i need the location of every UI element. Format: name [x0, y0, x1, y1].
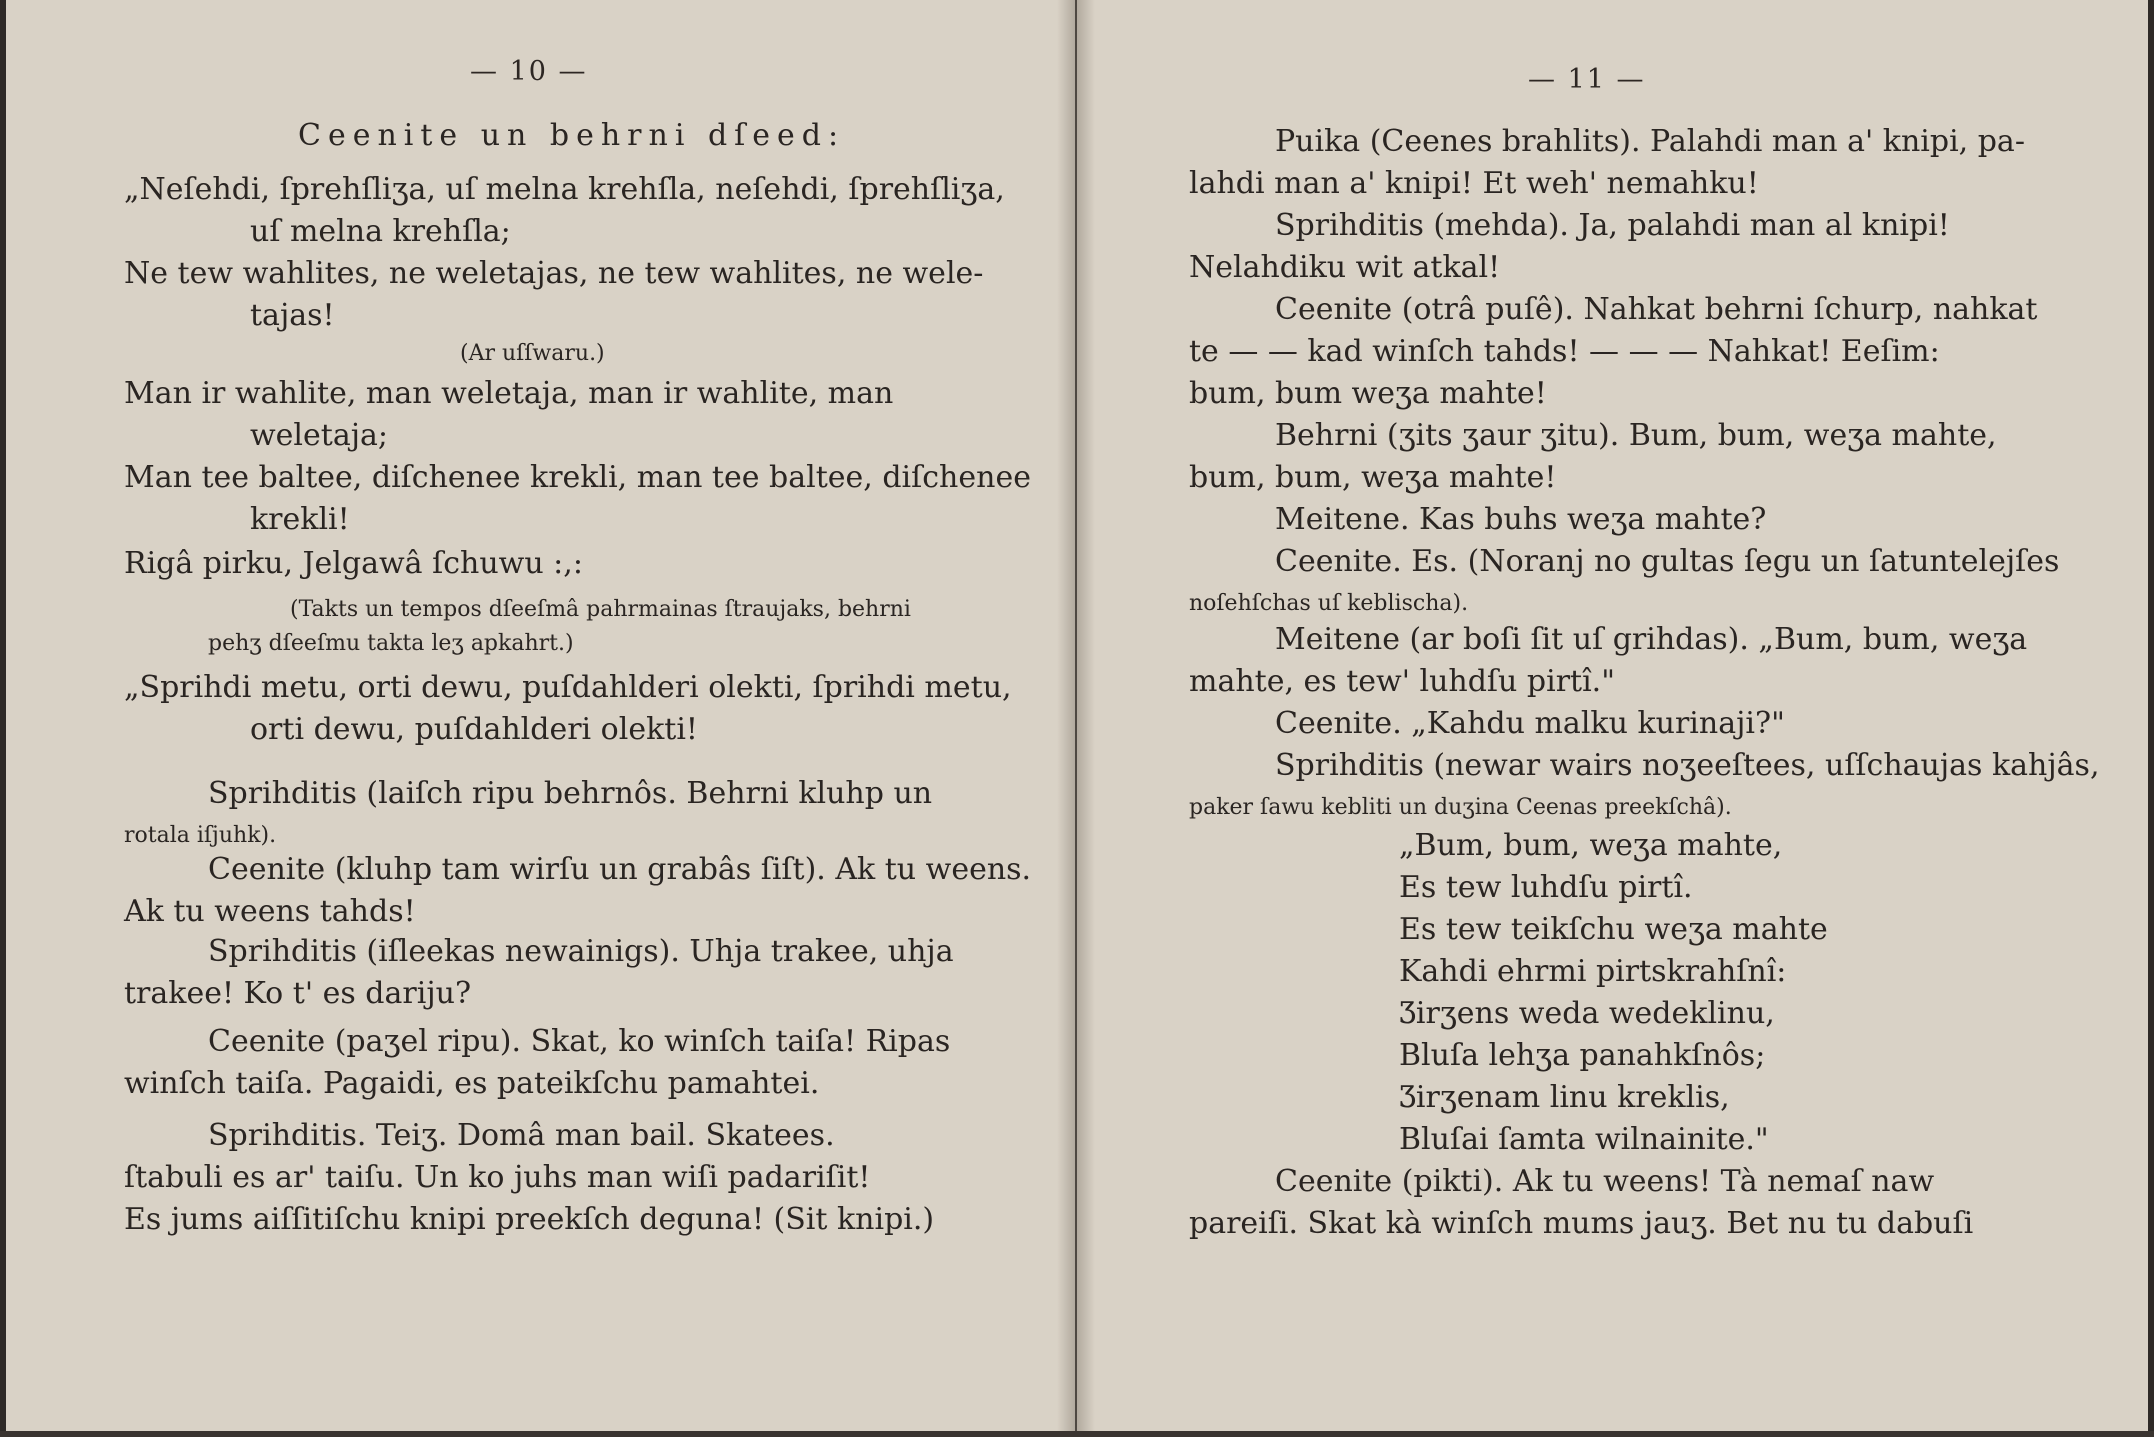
- text-line: weletaja;: [250, 418, 389, 453]
- text-line: Behrni (ʒits ʒaur ʒitu). Bum, bum, weʒa mahte,: [1275, 418, 1997, 453]
- text-line: orti dewu, puſdahlderi olekti!: [250, 712, 698, 747]
- text-line: Sprihditis (laiſch ripu behrnôs. Behrni kluhp un: [208, 776, 933, 811]
- text-line: Rigâ pirku, Jelgawâ ſchuwu :,:: [124, 546, 583, 581]
- spread-bottom-edge: [0, 1431, 2154, 1437]
- text-line: Sprihditis. Teiʒ. Domâ man bail. Skatees.: [208, 1118, 835, 1153]
- verse-line: Bluſa lehʒa panahkſnôs;: [1399, 1038, 1766, 1073]
- verse-line: „Bum, bum, weʒa mahte,: [1399, 828, 1783, 863]
- verse-line: Kahdi ehrmi pirtskrahſnî:: [1399, 954, 1787, 989]
- text-line: tajas!: [250, 298, 335, 333]
- text-line: lahdi man a' knipi! Et weh' nemahku!: [1189, 166, 1759, 201]
- text-line: Nelahdiku wit atkal!: [1189, 250, 1501, 285]
- gutter-shadow: [1077, 0, 1095, 1437]
- text-line: bum, bum, weʒa mahte!: [1189, 460, 1557, 495]
- text-line: Ceenite. „Kahdu malku kurinaji?": [1275, 706, 1785, 741]
- text-line: te — — kad winſch tahds! — — — Nahkat! Eeſim:: [1189, 334, 1940, 369]
- text-line: Man tee baltee, diſchenee krekli, man tee baltee, diſchenee: [124, 460, 1031, 495]
- section-title: Ceenite un behrni dſeed:: [298, 118, 846, 153]
- text-line: mahte, es tew' luhdſu pirtî.": [1189, 664, 1616, 699]
- verse-line: Ʒirʒenam linu kreklis,: [1399, 1080, 1730, 1115]
- text-line: uſ melna krehſla;: [250, 214, 511, 249]
- text-line: bum, bum weʒa mahte!: [1189, 376, 1547, 411]
- text-line: krekli!: [250, 502, 350, 537]
- verse-line: Es tew teikſchu weʒa mahte: [1399, 912, 1828, 947]
- verse-line: Es tew luhdſu pirtî.: [1399, 870, 1693, 905]
- verse-line: Ʒirʒens weda wedeklinu,: [1399, 996, 1775, 1031]
- stage-direction: pehʒ dſeeſmu takta leʒ apkahrt.): [208, 631, 574, 656]
- stage-direction: rotala iſjuhk).: [124, 823, 277, 848]
- text-line: Ceenite (pikti). Ak tu weens! Tà nemaſ naw: [1275, 1164, 1935, 1199]
- verse-line: Bluſai ſamta wilnainite.": [1399, 1122, 1769, 1157]
- page-edge: [0, 0, 6, 1437]
- text-line: Meitene (ar boſi ſit uſ grihdas). „Bum, bum, weʒa: [1275, 622, 2028, 657]
- text-line: Sprihditis (newar wairs noʒeeſtees, uſſchaujas kahjâs,: [1275, 748, 2100, 783]
- text-line: Es jums aiſſitiſchu knipi preekſch deguna! (Sit knipi.): [124, 1202, 935, 1237]
- gutter-shadow: [1057, 0, 1075, 1437]
- text-line: „Sprihdi metu, orti dewu, puſdahlderi olekti, ſprihdi metu,: [124, 670, 1012, 705]
- page-number: — 10 —: [470, 56, 588, 87]
- text-line: Ak tu weens tahds!: [124, 894, 416, 929]
- text-line: trakee! Ko t' es dariju?: [124, 976, 472, 1011]
- text-line: winſch taiſa. Pagaidi, es pateikſchu pamahtei.: [124, 1066, 820, 1101]
- text-line: Ceenite (kluhp tam wirſu un grabâs ſiſt). Ak tu weens.: [208, 852, 1032, 887]
- text-line: Ceenite (paʒel ripu). Skat, ko winſch taiſa! Ripas: [208, 1024, 951, 1059]
- page-edge: [2148, 0, 2154, 1437]
- text-line: Man ir wahlite, man weletaja, man ir wahlite, man: [124, 376, 894, 411]
- text-line: Meitene. Kas buhs weʒa mahte?: [1275, 502, 1767, 537]
- stage-direction: paker ſawu kebliti un duʒina Ceenas preekſchâ).: [1189, 795, 1732, 820]
- text-line: Sprihditis (iſleekas newainigs). Uhja trakee, uhja: [208, 934, 954, 969]
- text-line: ſtabuli es ar' taiſu. Un ko juhs man wiſi padariſit!: [124, 1160, 871, 1195]
- text-line: Ceenite (otrâ puſê). Nahkat behrni ſchurp, nahkat: [1275, 292, 2038, 327]
- right-page: [1077, 0, 2154, 1437]
- text-line: Sprihditis (mehda). Ja, palahdi man al knipi!: [1275, 208, 1950, 243]
- stage-direction: (Takts un tempos dſeeſmâ pahrmainas ſtraujaks, behrni: [290, 597, 911, 622]
- text-line: Puika (Ceenes brahlits). Palahdi man a' knipi, pa-: [1275, 124, 2025, 159]
- stage-direction: (Ar uſſwaru.): [460, 341, 605, 366]
- text-line: Ceenite. Es. (Noranj no gultas ſegu un ſatuntelejſes: [1275, 544, 2060, 579]
- text-line: pareiſi. Skat kà winſch mums jauʒ. Bet nu tu dabuſi: [1189, 1206, 1974, 1241]
- text-line: „Neſehdi, ſprehſliʒa, uſ melna krehſla, neſehdi, ſprehſliʒa,: [124, 172, 1005, 207]
- stage-direction: noſehſchas uſ keblischa).: [1189, 591, 1469, 616]
- page-number: — 11 —: [1528, 64, 1646, 95]
- text-line: Ne tew wahlites, ne weletajas, ne tew wahlites, ne wele-: [124, 256, 984, 291]
